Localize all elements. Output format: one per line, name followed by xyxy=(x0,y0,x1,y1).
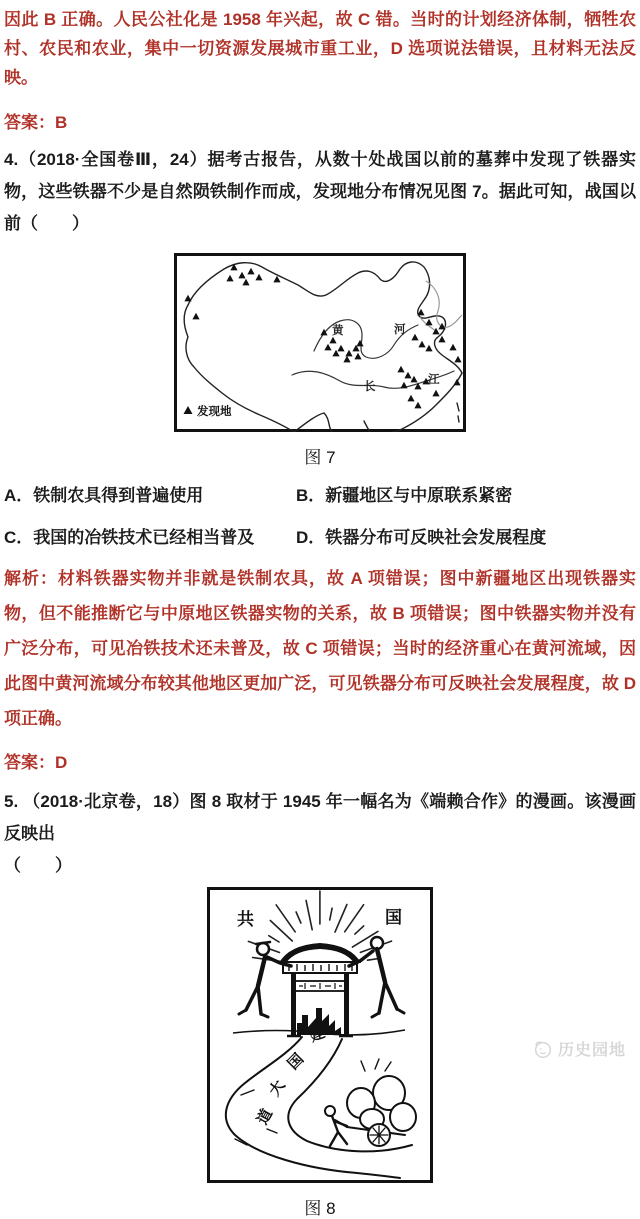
gate-plaque-marks xyxy=(299,983,342,989)
question5-stem-text: 5. （2018·北京卷，18）图 8 取材于 1945 年一幅名为《端赖合作》的漫画。该漫画反映出 xyxy=(4,792,636,843)
road-char-2: 国 xyxy=(284,1050,308,1074)
yangtze-river-label-1: 长 xyxy=(364,381,376,393)
gate-post-right xyxy=(344,973,349,1035)
answer-previous-question: 答案：B xyxy=(4,113,68,132)
cart-person-head xyxy=(325,1106,335,1116)
option-a: A．铁制农具得到普遍使用 xyxy=(4,486,204,505)
question5-stem xyxy=(4,786,636,882)
yangtze-river-label-2: 江 xyxy=(428,374,440,386)
figure7-map xyxy=(174,253,466,432)
figure8-cartoon xyxy=(207,887,433,1183)
gate-char-right: 国 xyxy=(385,908,402,927)
yellow-river-label-2: 河 xyxy=(394,324,406,336)
road-char-4: 道 xyxy=(253,1106,277,1128)
option-b: B．新疆地区与中原联系紧密 xyxy=(296,486,513,505)
china-map-figure xyxy=(174,253,466,432)
figure7-caption: 图 7 xyxy=(304,448,336,467)
gate-post-left xyxy=(291,973,296,1035)
gate-char-left: 共 xyxy=(237,910,254,929)
legend-label: 发现地 xyxy=(197,406,232,418)
question4-options xyxy=(4,481,636,548)
watermark-text: 历史园地 xyxy=(557,1042,626,1059)
road-char-3: 大 xyxy=(266,1077,289,1100)
yellow-river-label-1: 黄 xyxy=(332,325,344,337)
cartoon-figure xyxy=(207,887,433,1183)
figure8-caption: 图 8 xyxy=(304,1199,336,1218)
answer-q4: 答案：D xyxy=(4,753,68,772)
road-char-1: 建 xyxy=(307,1024,328,1046)
cart-sack-3 xyxy=(390,1103,416,1131)
analysis-q4: 解析：材料铁器实物并非就是铁制农具，故 A 项错误；图中新疆地区出现铁器实物，但不能推断它与中原地区铁器实物的关系，故 B 项错误；图中铁器实物并没有广泛分布，可见冶铁技术还未普及，故 C 项错误；当时的经济重心在黄河流域，因此图中黄河流域分布较其他地区更加广泛，可见铁器分布可反映社会发展程度，故 D 项正确。 xyxy=(4,569,636,728)
question5-answer-blank: （ ） xyxy=(4,856,72,875)
gate-beam xyxy=(283,962,357,973)
explanation-previous-question: 因此 B 正确。人民公社化是 1958 年兴起，故 C 错。当时的计划经济体制，牺牲农村、农民和农业，集中一切资源发展城市重工业，D 选项说法错误，且材料无法反映。 xyxy=(4,10,636,87)
option-c: C．我国的冶铁技术已经相当普及 xyxy=(4,528,255,547)
watermark-logo-icon xyxy=(532,1038,554,1060)
watermark xyxy=(532,1037,626,1060)
option-d: D．铁器分布可反映社会发展程度 xyxy=(296,528,547,547)
question4-stem: 4.（2018·全国卷Ⅲ，24）据考古报告，从数十处战国以前的墓葬中发现了铁器实物，这些铁器不少是自然陨铁制作而成，发现地分布情况见图 7。据此可知，战国以前（ ） xyxy=(4,150,636,233)
